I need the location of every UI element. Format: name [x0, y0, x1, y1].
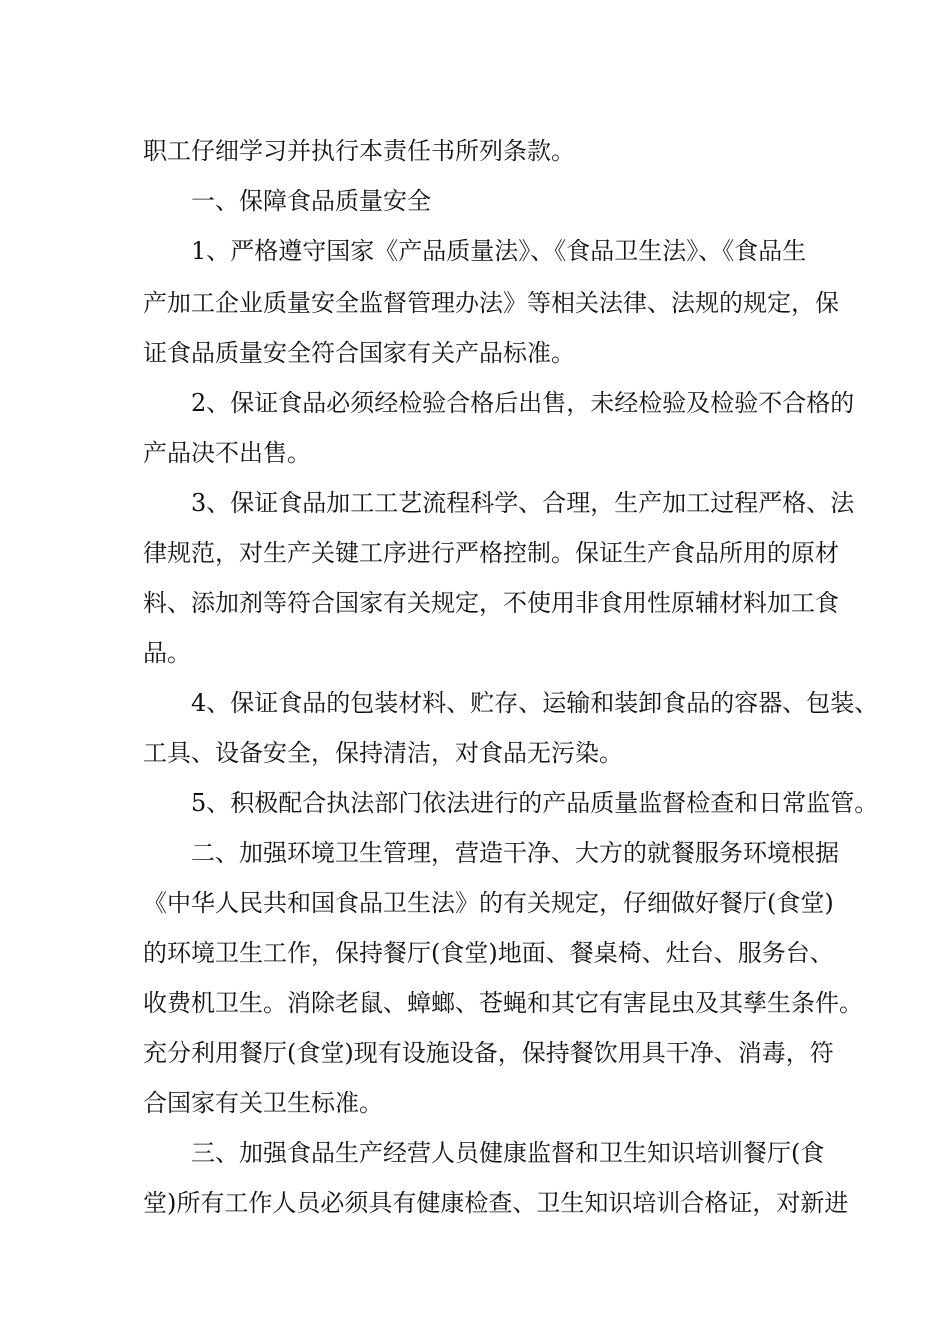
text-line: 产品决不出售。	[143, 439, 311, 467]
text-line: 品。	[143, 639, 191, 667]
text-line: 合国家有关卫生标准。	[143, 1089, 383, 1117]
text-line: 律规范，对生产关键工序进行严格控制。保证生产食品所用的原材	[143, 539, 839, 567]
text-line: 4、保证食品的包装材料、贮存、运输和装卸食品的容器、包装、	[191, 689, 879, 717]
text-line: 3、保证食品加工工艺流程科学、合理，生产加工过程严格、法	[191, 489, 855, 517]
text-line: 2、保证食品必须经检验合格后出售，未经检验及检验不合格的	[191, 389, 855, 417]
text-line: 职工仔细学习并执行本责任书所列条款。	[143, 137, 575, 165]
text-line: 工具、设备安全，保持清洁，对食品无污染。	[143, 739, 623, 767]
text-line: 产加工企业质量安全监督管理办法》等相关法律、法规的规定，保	[143, 289, 839, 317]
text-line: 1、严格遵守国家《产品质量法》、《食品卫生法》、《食品生	[191, 237, 807, 265]
text-line: 料、添加剂等符合国家有关规定，不使用非食用性原辅材料加工食	[143, 589, 839, 617]
text-line: 证食品质量安全符合国家有关产品标准。	[143, 339, 575, 367]
section-heading: 三、加强食品生产经营人员健康监督和卫生知识培训餐厅(食	[191, 1139, 825, 1167]
text-line: 充分利用餐厅(食堂)现有设施设备，保持餐饮用具干净、消毒，符	[143, 1039, 834, 1067]
text-line: 收费机卫生。消除老鼠、蟑螂、苍蝇和其它有害昆虫及其孳生条件。	[143, 989, 863, 1017]
text-line: 的环境卫生工作，保持餐厅(食堂)地面、餐桌椅、灶台、服务台、	[143, 939, 834, 967]
text-line: 5、积极配合执法部门依法进行的产品质量监督检查和日常监管。	[191, 789, 879, 817]
section-heading: 二、加强环境卫生管理，营造干净、大方的就餐服务环境根据	[191, 839, 839, 867]
text-line: 《中华人民共和国食品卫生法》的有关规定，仔细做好餐厅(食堂)	[143, 889, 834, 917]
text-line: 堂)所有工作人员必须具有健康检查、卫生知识培训合格证，对新进	[143, 1189, 849, 1217]
section-heading: 一、保障食品质量安全	[191, 187, 431, 215]
